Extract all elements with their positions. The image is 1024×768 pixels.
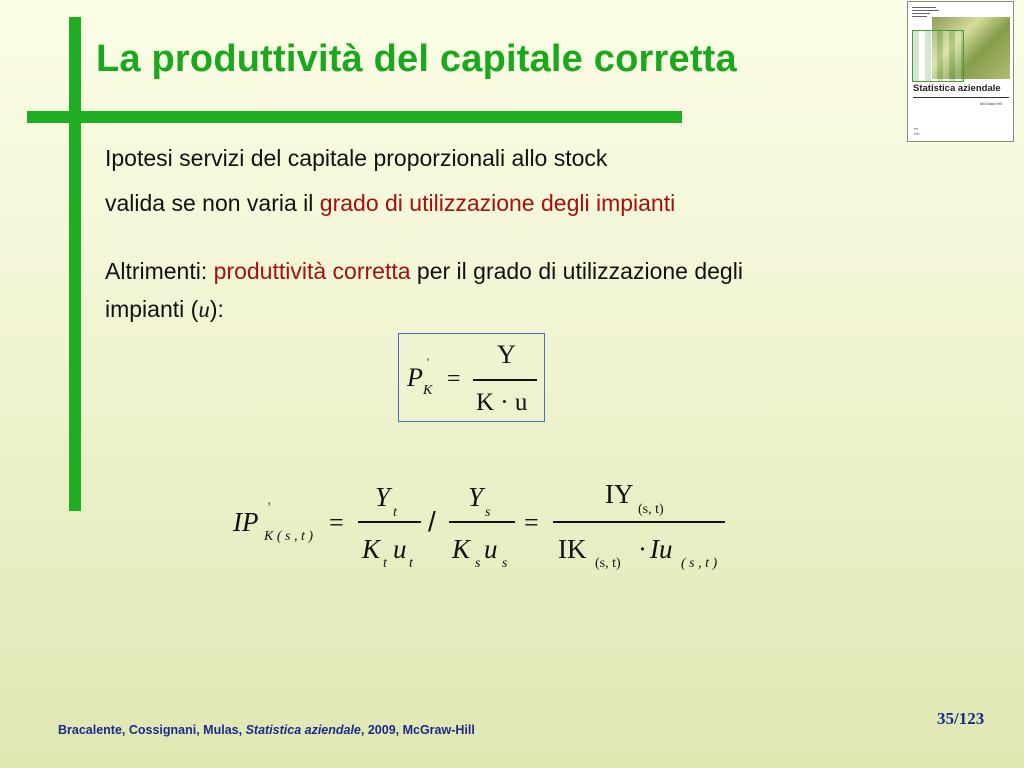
horizontal-accent-bar bbox=[27, 111, 682, 123]
formula-box-corrected-productivity bbox=[398, 333, 545, 422]
cover-author-lines: ▬▬▬▬▬▬▬▬ ▬▬▬▬▬▬▬▬▬ ▬▬▬▬▬▬ ▬▬▬▬▬ bbox=[912, 5, 939, 18]
formula2-eq1: = bbox=[329, 508, 344, 537]
cover-publisher: McGraw-Hill bbox=[980, 101, 1002, 106]
formula2-frac1-bar bbox=[358, 521, 421, 523]
formula2-frac1-den-b: u bbox=[393, 534, 407, 564]
formula2-frac2-den-a-sub: s bbox=[475, 556, 481, 571]
formula2-frac1-den-a-sub: t bbox=[383, 556, 387, 571]
formula2-frac1-num-sub: t bbox=[393, 505, 397, 520]
body-line-4-suffix: ): bbox=[209, 296, 224, 322]
book-cover-image bbox=[907, 1, 1014, 142]
cover-rule bbox=[913, 97, 1009, 98]
vertical-accent-bar bbox=[69, 17, 81, 511]
formula1-lhs-sub: K bbox=[423, 383, 433, 398]
formula2-slash: / bbox=[428, 506, 436, 537]
formula2-lhs-sub: K ( s , t ) bbox=[264, 529, 313, 544]
slide-title: La produttività del capitale corretta bbox=[96, 38, 737, 80]
body-line-3-suffix: per il grado di utilizzazione degli bbox=[410, 258, 743, 284]
formula2-frac3-den-dot: · bbox=[638, 534, 647, 564]
formula2-frac3-den-a: IK bbox=[558, 534, 587, 564]
formula2-lhs: IP bbox=[233, 507, 259, 537]
cover-title: Statistica aziendale bbox=[913, 83, 1001, 94]
cover-graphic bbox=[912, 30, 964, 82]
body-line-2 bbox=[105, 190, 675, 217]
formula2-frac3-bar bbox=[553, 521, 725, 523]
formula2-lhs-sup: ' bbox=[268, 499, 271, 514]
formula2-eq2: = bbox=[524, 508, 539, 537]
formula2-frac1-den-b-sub: t bbox=[409, 556, 413, 571]
page-number: 35/123 bbox=[937, 709, 985, 728]
formula2-frac2-den-b: u bbox=[484, 534, 498, 564]
body-line-2-highlight: grado di utilizzazione degli impianti bbox=[319, 190, 676, 216]
formula1-denominator: K · u bbox=[476, 389, 528, 416]
formula1-lhs: P bbox=[407, 363, 423, 392]
formula2-frac3-den-a-sub: (s, t) bbox=[595, 556, 621, 571]
formula2-frac2-den-a: K bbox=[452, 534, 471, 564]
body-line-3 bbox=[105, 258, 743, 285]
formula2-frac2-num-sub: s bbox=[485, 505, 491, 520]
body-line-4-var: u bbox=[198, 297, 210, 322]
body-line-2-prefix: valida se non varia il bbox=[105, 190, 320, 216]
formula2-frac2-bar bbox=[449, 521, 515, 523]
body-line-4 bbox=[105, 296, 224, 323]
footer-citation bbox=[58, 723, 475, 737]
formula2-frac1-num: Y bbox=[375, 482, 391, 512]
formula2-frac2-den-b-sub: s bbox=[502, 556, 508, 571]
formula2-frac2-num: Y bbox=[468, 482, 484, 512]
body-line-1 bbox=[105, 145, 607, 172]
footer-rest: , 2009, McGraw-Hill bbox=[360, 723, 475, 737]
formula1-numerator: Y bbox=[497, 340, 516, 369]
formula2-frac1-den-a: K bbox=[362, 534, 381, 564]
formula1-lhs-sup: ' bbox=[427, 355, 430, 369]
formula2-frac3-num: IY bbox=[605, 479, 634, 509]
footer-book: Statistica aziendale bbox=[245, 723, 361, 737]
cover-logo: ▪▪▪ ▪▪▪▪ bbox=[914, 126, 920, 136]
body-line-4-prefix: impianti ( bbox=[105, 296, 199, 322]
footer-authors: Bracalente, Cossignani, Mulas, bbox=[58, 723, 246, 737]
body-line-3-highlight: produttività corretta bbox=[213, 258, 411, 284]
body-line-3-prefix: Altrimenti: bbox=[105, 258, 214, 284]
formula2-frac3-den-b: Iu bbox=[650, 534, 673, 564]
formula1-fraction-bar bbox=[473, 379, 537, 381]
formula2-frac3-num-sub: (s, t) bbox=[638, 502, 664, 517]
formula2-frac3-den-b-sub: ( s , t ) bbox=[681, 556, 718, 571]
formula1-eq: = bbox=[447, 366, 461, 392]
body-line-1-text: Ipotesi servizi del capitale proporzionali allo stock bbox=[105, 145, 608, 171]
